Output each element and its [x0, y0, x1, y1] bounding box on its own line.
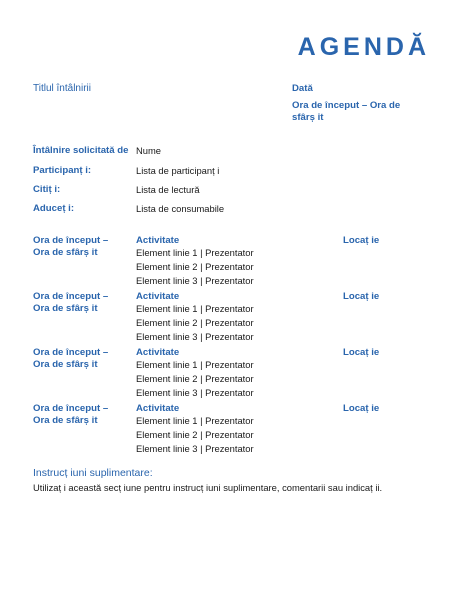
participants-label: Participanț i:	[33, 165, 92, 176]
agenda-location-4: Locaț ie	[343, 403, 380, 414]
agenda-activity-1: Activitate	[136, 235, 180, 246]
date-label: Dată	[292, 83, 313, 94]
supplies-label: Aduceț i:	[33, 203, 75, 214]
meeting-times	[292, 100, 400, 124]
agenda-location-1: Locaț ie	[343, 235, 380, 246]
participants-value: Lista de participanț i	[136, 165, 220, 176]
agenda-activity-2: Activitate	[136, 291, 180, 302]
agenda-time-end: Ora de sfârș it	[33, 247, 98, 258]
requested-by-value: Nume	[136, 145, 162, 156]
agenda-item: Element linie 2 | Prezentator	[136, 373, 254, 384]
agenda-location-3: Locaț ie	[343, 347, 380, 358]
extra-instructions-heading: Instrucț iuni suplimentare:	[33, 467, 153, 479]
requested-by-label: Întâlnire solicitată de	[33, 145, 129, 156]
extra-instructions-text: Utilizaț i această secț iune pentru instrucț iuni suplimentare, comentarii sau indicaț ii.	[33, 482, 383, 493]
agenda-activity-4: Activitate	[136, 403, 180, 414]
agenda-item: Element linie 3 | Prezentator	[136, 331, 254, 342]
agenda-item: Element linie 1 | Prezentator	[136, 415, 254, 426]
agenda-time-start: Ora de început –	[33, 403, 109, 414]
agenda-item: Element linie 2 | Prezentator	[136, 317, 254, 328]
agenda-item: Element linie 2 | Prezentator	[136, 261, 254, 272]
agenda-time-end: Ora de sfârș it	[33, 415, 98, 426]
agenda-item: Element linie 2 | Prezentator	[136, 429, 254, 440]
agenda-time-start: Ora de început –	[33, 291, 109, 302]
agenda-item: Element linie 3 | Prezentator	[136, 387, 254, 398]
reading-value: Lista de lectură	[136, 184, 200, 195]
agenda-location-2: Locaț ie	[343, 291, 380, 302]
agenda-item: Element linie 1 | Prezentator	[136, 247, 254, 258]
agenda-activity-3: Activitate	[136, 347, 180, 358]
agenda-item: Element linie 3 | Prezentator	[136, 275, 254, 286]
page-title: AGENDĂ	[297, 33, 430, 61]
meeting-title: Titlul întâlnirii	[33, 83, 91, 94]
agenda-item: Element linie 1 | Prezentator	[136, 303, 254, 314]
agenda-time-start: Ora de început –	[33, 235, 109, 246]
agenda-time-end: Ora de sfârș it	[33, 359, 98, 370]
agenda-time-start: Ora de început –	[33, 347, 109, 358]
agenda-time-3	[33, 347, 108, 371]
agenda-time-1	[33, 235, 108, 259]
meeting-time-line1: Ora de început – Ora de	[292, 100, 401, 111]
supplies-value: Lista de consumabile	[136, 203, 225, 214]
agenda-item: Element linie 3 | Prezentator	[136, 443, 254, 454]
agenda-time-4	[33, 403, 108, 427]
agenda-time-2	[33, 291, 108, 315]
agenda-item: Element linie 1 | Prezentator	[136, 359, 254, 370]
meeting-time-line2: sfârș it	[292, 112, 324, 123]
reading-label: Citiț i:	[33, 184, 61, 195]
agenda-time-end: Ora de sfârș it	[33, 303, 98, 314]
